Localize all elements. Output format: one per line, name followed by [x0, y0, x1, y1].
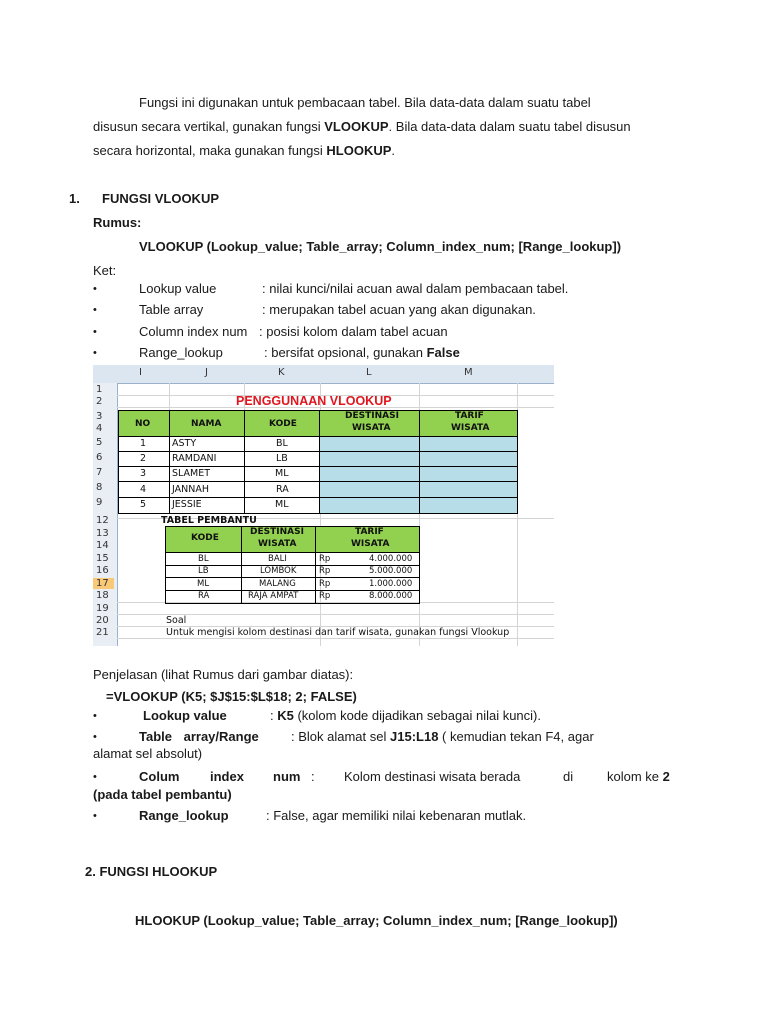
explain-term-range: Range_lookup: [139, 808, 229, 823]
column-header-bar: [93, 365, 554, 384]
row-number: 5: [96, 437, 103, 448]
ket-term-column: Column index num: [139, 324, 248, 339]
section1-number: 1.: [69, 191, 80, 206]
main-row-nama: SLAMET: [172, 468, 211, 479]
helper-row-kode: ML: [197, 579, 210, 589]
intro-line-2: disusun secara vertikal, gunakan fungsi VLOOKUP. Bila data-data dalam suatu tabel disusun: [93, 119, 631, 134]
row-number: 4: [96, 423, 103, 434]
row-number: 20: [96, 615, 109, 626]
helper-row-currency: Rp: [319, 554, 331, 564]
ket-term-table: Table array: [139, 302, 204, 317]
intro-paragraph: [93, 91, 674, 163]
intro-line-1: Fungsi ini digunakan untuk pembacaan tabel. Bila data-data dalam suatu tabel: [139, 95, 591, 110]
row-number: 15: [96, 553, 109, 564]
explain-desc-di: di: [563, 769, 574, 784]
col-header-i: I: [139, 367, 142, 378]
bullet-icon: •: [93, 771, 97, 783]
helper-row-currency: Rp: [319, 591, 331, 601]
main-header-no: NO: [135, 419, 151, 429]
explain-desc-colum: Kolom destinasi wisata berada: [344, 769, 521, 784]
bullet-icon: •: [93, 326, 97, 338]
helper-row-tarif: 5.000.000: [369, 566, 413, 576]
main-row-kode: RA: [276, 484, 289, 495]
bullet-icon: •: [93, 283, 97, 295]
row-number: 8: [96, 482, 103, 493]
main-row-no: 5: [140, 499, 147, 510]
row-number: 18: [96, 590, 109, 601]
main-row-kode: ML: [275, 468, 289, 479]
row-number: 19: [96, 603, 109, 614]
main-row-no: 1: [140, 438, 147, 449]
helper-header-dest-1: DESTINASI: [250, 527, 304, 537]
explain-term-colum: Colum: [139, 769, 180, 784]
helper-header-kode: KODE: [191, 533, 219, 543]
row-number: 3: [96, 411, 103, 422]
col-header-k: K: [278, 367, 285, 378]
rumus-label: Rumus:: [93, 215, 142, 230]
explain-colon: :: [311, 769, 315, 784]
row-number: 16: [96, 565, 109, 576]
col-header-j: J: [205, 367, 208, 378]
main-row-nama: RAMDANI: [172, 453, 217, 464]
explain-desc-colum-line2: (pada tabel pembantu): [93, 787, 232, 802]
explain-term-table: Table array/Range: [139, 729, 259, 744]
col-header-m: M: [464, 367, 473, 378]
helper-row-kode: BL: [198, 554, 209, 564]
helper-row-currency: Rp: [319, 579, 331, 589]
main-header-tarif-1: TARIF: [455, 411, 484, 421]
helper-row-dest: MALANG: [259, 579, 296, 589]
explain-desc-table: : Blok alamat sel J15:L18 ( kemudian tekan F4, agar: [291, 729, 594, 744]
soal-label: Soal: [166, 615, 187, 626]
row-number: 21: [96, 627, 109, 638]
main-row-nama: JESSIE: [172, 499, 202, 510]
bullet-icon: •: [93, 731, 97, 743]
row-number: 14: [96, 540, 109, 551]
explain-desc-table-line2: alamat sel absolut): [93, 746, 203, 761]
row-number: 13: [96, 528, 109, 539]
main-row-kode: LB: [276, 453, 288, 464]
helper-table-title: TABEL PEMBANTU: [161, 515, 257, 526]
main-header-nama: NAMA: [191, 419, 222, 429]
main-row-nama: ASTY: [172, 438, 197, 449]
main-row-kode: ML: [275, 499, 289, 510]
helper-row-dest: LOMBOK: [260, 566, 297, 576]
main-header-destinasi-2: WISATA: [352, 423, 391, 433]
main-row-kode: BL: [276, 438, 288, 449]
helper-header-tarif-1: TARIF: [355, 527, 384, 537]
explain-formula: =VLOOKUP (K5; $J$15:$L$18; 2; FALSE): [106, 689, 357, 704]
ket-desc-lookup: : nilai kunci/nilai acuan awal dalam pembacaan tabel.: [262, 281, 569, 296]
helper-header-tarif-2: WISATA: [351, 539, 390, 549]
row-number: 9: [96, 497, 103, 508]
explain-term-index: index: [210, 769, 244, 784]
section2-title: 2. FUNGSI HLOOKUP: [85, 864, 218, 879]
explain-term-num: num: [273, 769, 301, 784]
main-header-tarif-2: WISATA: [451, 423, 490, 433]
helper-row-dest: RAJA AMPAT: [248, 591, 299, 601]
row-number: 6: [96, 452, 103, 463]
helper-row-kode: RA: [198, 591, 210, 601]
helper-row-tarif: 1.000.000: [369, 579, 413, 589]
sheet-title: PENGGUNAAN VLOOKUP: [236, 394, 392, 408]
helper-row-currency: Rp: [319, 566, 331, 576]
ket-desc-column: : posisi kolom dalam tabel acuan: [259, 324, 448, 339]
explain-heading: Penjelasan (lihat Rumus dari gambar diatas):: [93, 667, 354, 682]
main-row-no: 4: [140, 484, 147, 495]
helper-row-kode: LB: [198, 566, 209, 576]
bullet-icon: •: [93, 710, 97, 722]
vlookup-formula: VLOOKUP (Lookup_value; Table_array; Column_index_num; [Range_lookup]): [139, 239, 622, 254]
explain-desc-kolom: kolom ke 2: [607, 769, 670, 784]
main-row-nama: JANNAH: [172, 484, 209, 495]
explain-term-lookup: Lookup value: [143, 708, 227, 723]
ket-desc-range: : bersifat opsional, gunakan False: [264, 345, 460, 360]
helper-row-tarif: 8.000.000: [369, 591, 413, 601]
row-number: 1: [96, 384, 103, 395]
row-number: 7: [96, 467, 103, 478]
main-header-destinasi-1: DESTINASI: [345, 411, 399, 421]
bullet-icon: •: [93, 810, 97, 822]
col-header-l: L: [366, 367, 372, 378]
ket-desc-table: : merupakan tabel acuan yang akan digunakan.: [262, 302, 536, 317]
main-row-no: 2: [140, 453, 147, 464]
hlookup-formula: HLOOKUP (Lookup_value; Table_array; Column_index_num; [Range_lookup]): [135, 913, 618, 928]
explain-desc-range: : False, agar memiliki nilai kebenaran mutlak.: [266, 808, 527, 823]
main-header-kode: KODE: [269, 419, 297, 429]
helper-row-dest: BALI: [268, 554, 287, 564]
main-row-no: 3: [140, 468, 147, 479]
bullet-icon: •: [93, 304, 97, 316]
ket-label: Ket:: [93, 263, 117, 278]
ket-term-lookup: Lookup value: [139, 281, 217, 296]
row-number: 2: [96, 396, 103, 407]
excel-screenshot: [93, 365, 554, 646]
row-number-active: 17: [93, 578, 114, 589]
soal-text: Untuk mengisi kolom destinasi dan tarif wisata, gunakan fungsi Vlookup: [166, 627, 510, 638]
helper-row-tarif: 4.000.000: [369, 554, 413, 564]
ket-term-range: Range_lookup: [139, 345, 223, 360]
intro-line-3: secara horizontal, maka gunakan fungsi HLOOKUP.: [93, 143, 396, 158]
section1-title: FUNGSI VLOOKUP: [102, 191, 220, 206]
helper-header-dest-2: WISATA: [258, 539, 297, 549]
explain-desc-lookup: : K5 (kolom kode dijadikan sebagai nilai kunci).: [270, 708, 541, 723]
bullet-icon: •: [93, 347, 97, 359]
row-number: 12: [96, 515, 109, 526]
